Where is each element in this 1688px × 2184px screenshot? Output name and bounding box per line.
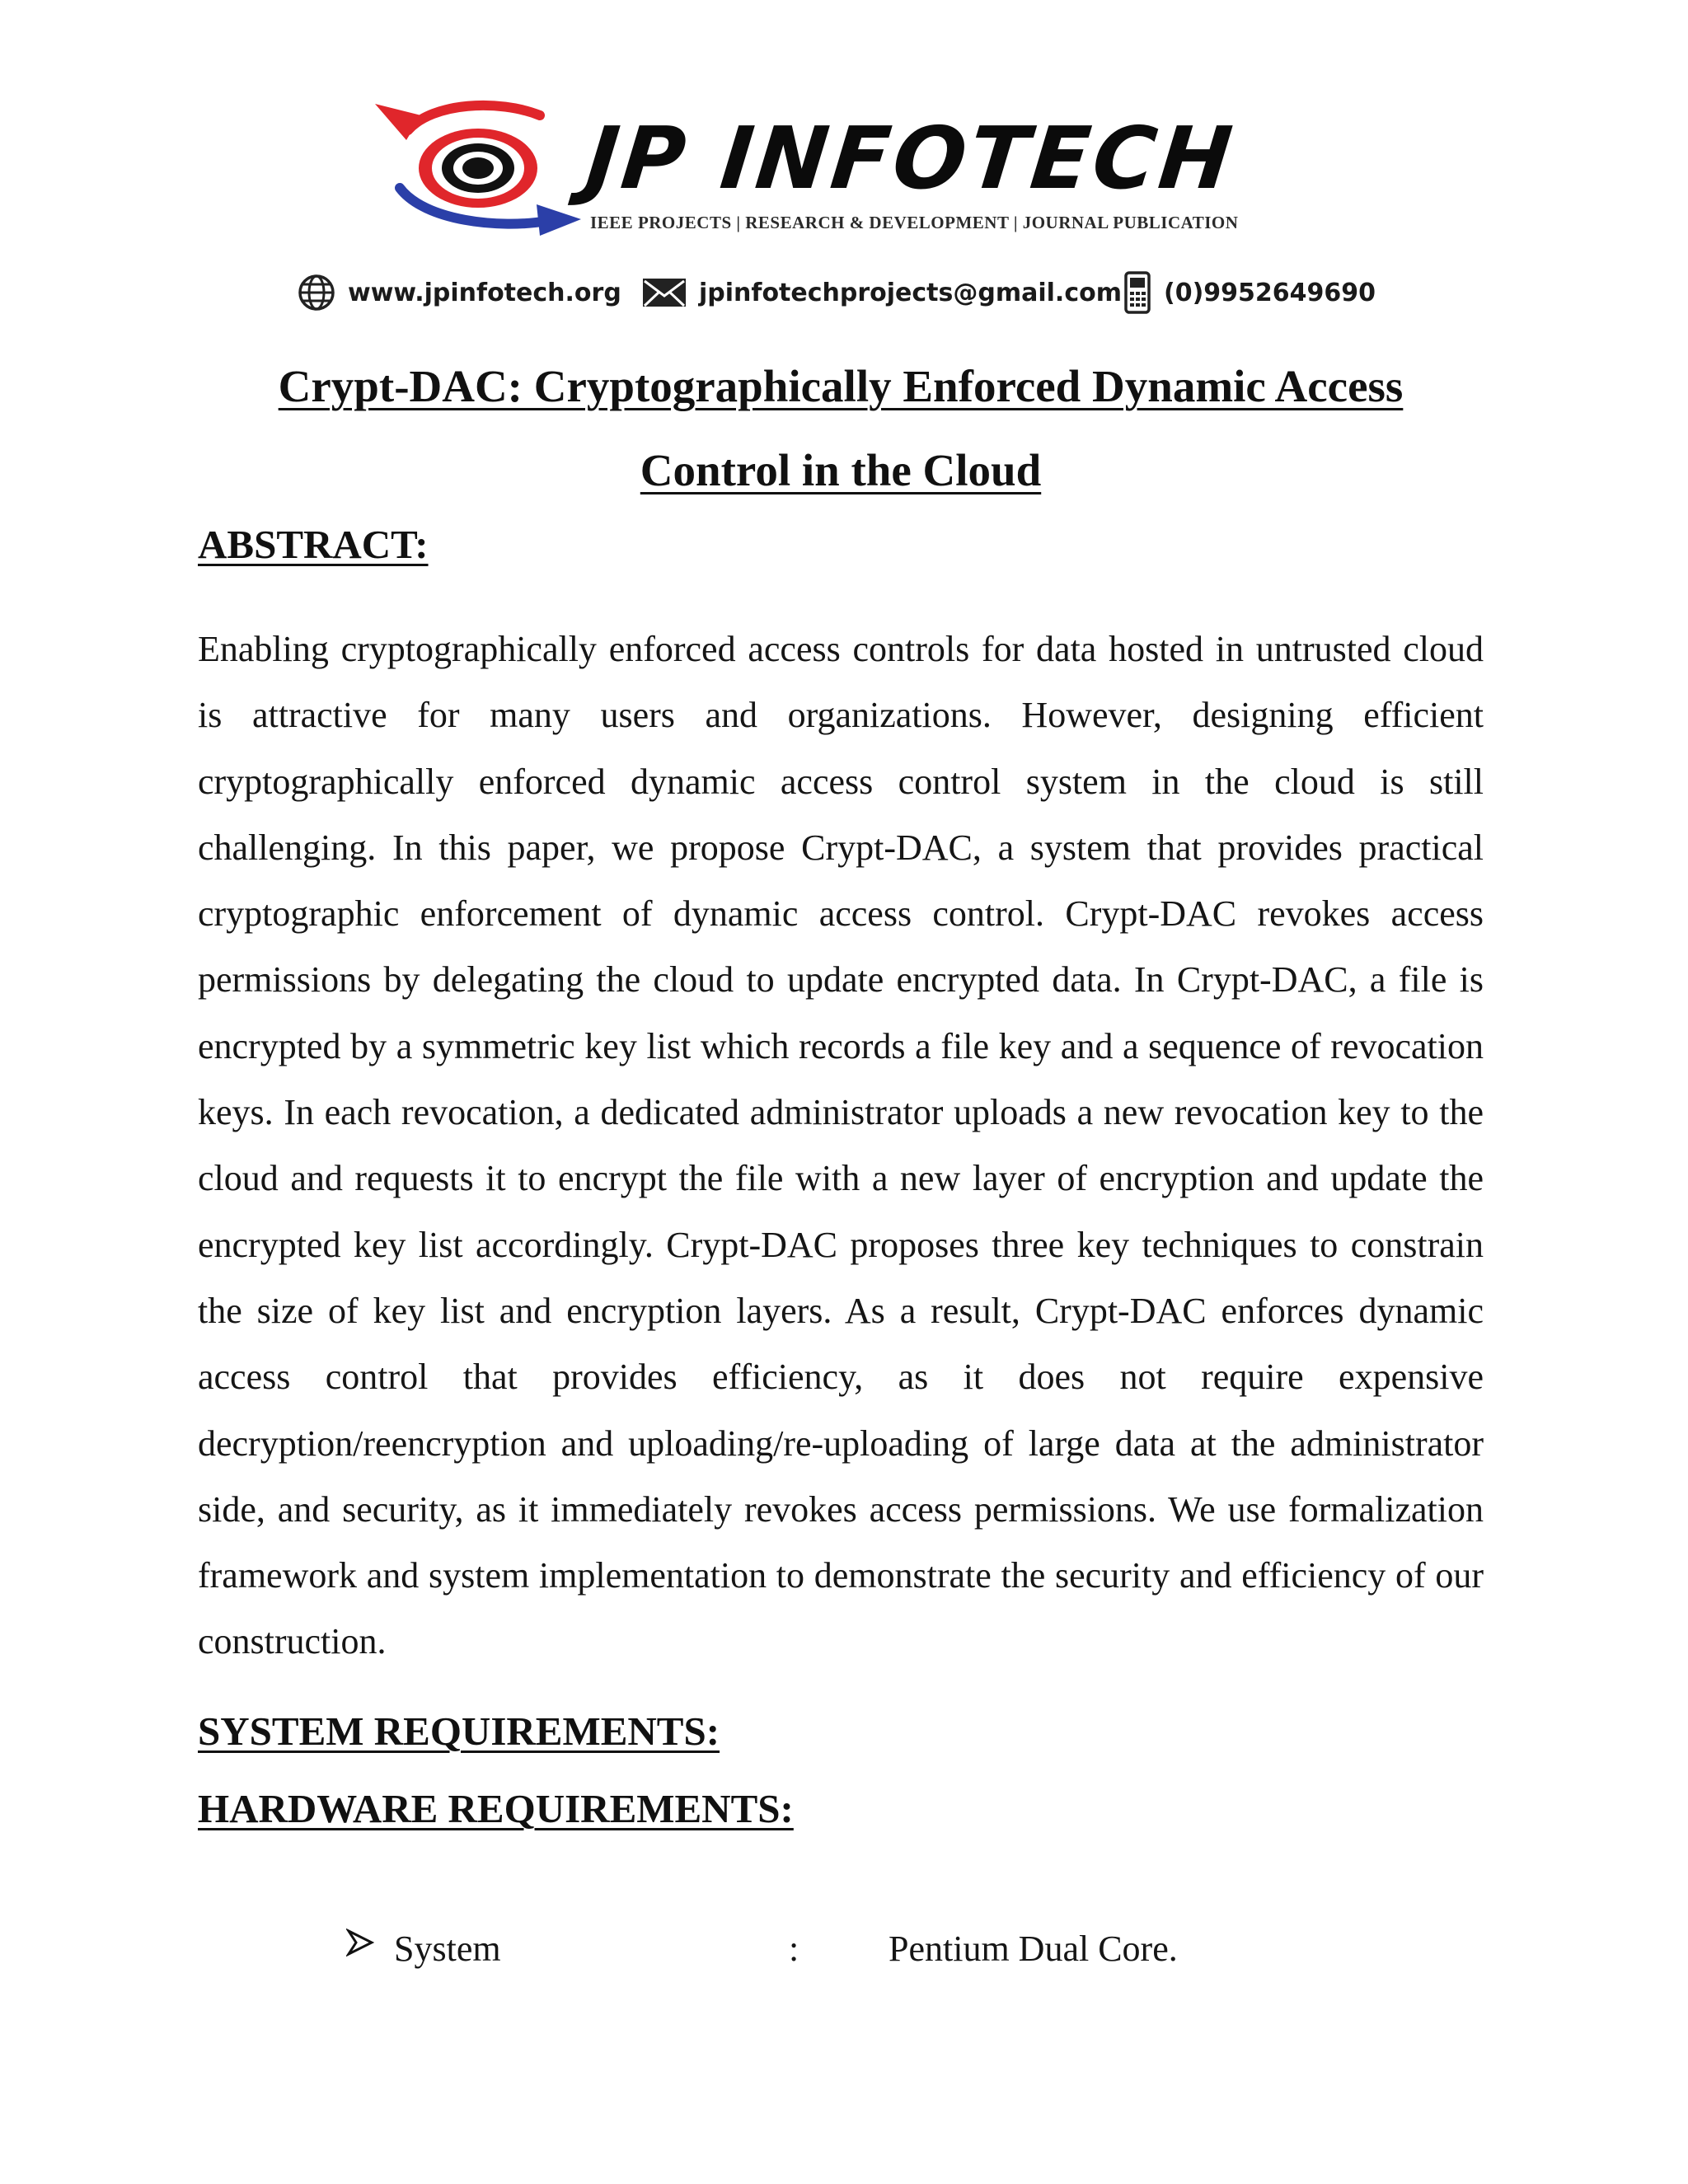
website-contact[interactable] [297,268,621,317]
brand-tagline: IEEE PROJECTS | RESEARCH & DEVELOPMENT | JOURNAL PUBLICATION [590,213,1239,232]
envelope-icon [641,276,687,309]
phone-text: (0)9952649690 [1164,278,1376,307]
abstract-text: Enabling cryptographically enforced access controls for data hosted in untrusted cloud is attractive for many users and organizations. However, designing efficient cryptographically enforced dynamic access control system in the cloud is still challenging. In this paper, we propose Crypt-DAC, a system that provides practical cryptographic enforcement of dynamic access control. Crypt-DAC revokes access permissions by delegating the cloud to update encrypted data. In Crypt-DAC, a file is encrypted by a symmetric key list which records a file key and a sequence of revocation keys. In each revocation, a dedicated administrator uploads a new revocation key to the cloud and requests it to encrypt the file with a new layer of encryption and update the encrypted key list accordingly. Crypt-DAC proposes three key techniques to constrain the size of key list and encryption layers. As a result, Crypt-DAC enforces dynamic access control that provides efficiency, as it does not require expensive decryption/reencryption and uploading/re-uploading of large data at the administrator side, and security, as it immediately revokes access permissions. We use formalization framework and system implementation to demonstrate the security and efficiency of our construction. [198,629,1484,1662]
hardware-requirement-row [0,1920,1688,1978]
requirement-separator: : [789,1929,799,1969]
requirement-value: Pentium Dual Core. [889,1929,1178,1969]
phone-icon [1123,271,1152,314]
email-contact[interactable] [641,268,1122,317]
contact-row [0,268,1688,317]
website-text: www.jpinfotech.org [348,278,621,307]
hardware-requirements-heading: HARDWARE REQUIREMENTS: [198,1786,794,1831]
globe-icon [297,273,336,312]
document-title: Crypt-DAC: Cryptographically Enforced Dynamic Access Control in the Cloud [278,361,1404,495]
requirement-label: System [394,1929,501,1969]
phone-contact[interactable] [1123,268,1376,317]
arrow-bullet-icon [346,1929,374,1957]
email-text: jpinfotechprojects@gmail.com [699,278,1122,307]
brand-name: JP INFOTECH [581,108,1240,209]
system-requirements-heading: SYSTEM REQUIREMENTS: [198,1708,720,1754]
company-logo-icon [375,97,581,237]
abstract-heading: ABSTRACT: [198,522,429,567]
